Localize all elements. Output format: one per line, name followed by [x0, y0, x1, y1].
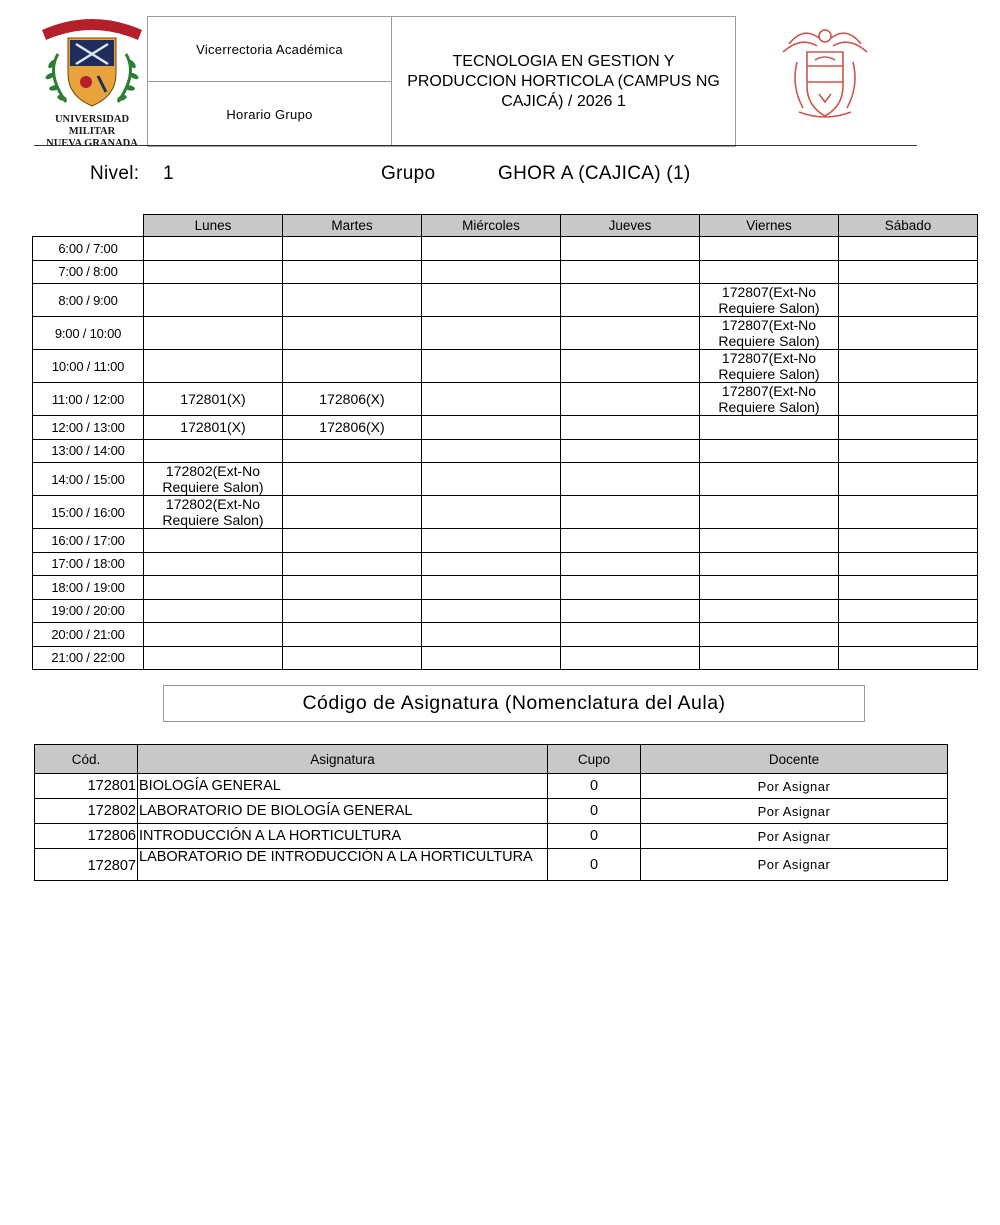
schedule-cell-sabado — [839, 529, 978, 553]
subject-legend-title — [163, 685, 865, 722]
schedule-row — [33, 496, 978, 529]
schedule-row — [33, 599, 978, 623]
schedule-cell-martes — [283, 599, 422, 623]
subject-legend-title-text: Código de Asignatura (Nomenclatura del Aula) — [302, 692, 726, 714]
schedule-cell-martes — [283, 529, 422, 553]
schedule-cell-miercoles — [422, 529, 561, 553]
schedule-cell-jueves — [561, 237, 700, 261]
schedule-cell-martes — [283, 284, 422, 317]
schedule-cell-jueves — [561, 599, 700, 623]
schedule-cell-lunes — [144, 350, 283, 383]
schedule-cell-sabado — [839, 496, 978, 529]
schedule-cell-viernes — [700, 463, 839, 496]
schedule-cell-viernes — [700, 496, 839, 529]
schedule-cell-jueves — [561, 383, 700, 416]
schedule-cell-sabado — [839, 284, 978, 317]
schedule-cell-jueves — [561, 623, 700, 647]
schedule-cell-martes — [283, 350, 422, 383]
schedule-cell-martes — [283, 237, 422, 261]
schedule-cell-lunes — [144, 552, 283, 576]
schedule-cell-lunes — [144, 260, 283, 284]
time-slot-label: 10:00 / 11:00 — [33, 350, 144, 383]
subject-name: LABORATORIO DE INTRODUCCIÓN A LA HORTICULTURA — [138, 849, 548, 881]
subject-row — [35, 849, 948, 881]
schedule-cell-jueves — [561, 529, 700, 553]
schedule-cell-jueves — [561, 576, 700, 600]
national-seal — [779, 22, 871, 122]
time-slot-label: 13:00 / 14:00 — [33, 439, 144, 463]
subject-name: INTRODUCCIÓN A LA HORTICULTURA — [138, 824, 548, 849]
schedule-cell-miercoles — [422, 383, 561, 416]
schedule-cell-sabado — [839, 317, 978, 350]
schedule-cell-viernes — [700, 599, 839, 623]
schedule-cell-martes — [283, 646, 422, 670]
schedule-cell-viernes — [700, 237, 839, 261]
schedule-cell-sabado — [839, 439, 978, 463]
schedule-cell-viernes: 172807(Ext-No Requiere Salon) — [700, 383, 839, 416]
schedule-cell-viernes — [700, 646, 839, 670]
subject-code: 172802 — [35, 799, 138, 824]
schedule-cell-martes: 172806(X) — [283, 416, 422, 440]
schedule-row — [33, 237, 978, 261]
schedule-cell-jueves — [561, 496, 700, 529]
schedule-cell-lunes — [144, 576, 283, 600]
schedule-cell-miercoles — [422, 552, 561, 576]
schedule-cell-miercoles — [422, 463, 561, 496]
group-value: GHOR A (CAJICA) (1) — [498, 163, 691, 184]
day-header-miercoles: Miércoles — [422, 215, 561, 237]
schedule-cell-jueves — [561, 416, 700, 440]
schedule-cell-martes — [283, 260, 422, 284]
schedule-row — [33, 350, 978, 383]
schedule-cell-viernes — [700, 552, 839, 576]
schedule-cell-miercoles — [422, 317, 561, 350]
schedule-row — [33, 646, 978, 670]
schedule-cell-martes — [283, 463, 422, 496]
schedule-cell-martes — [283, 552, 422, 576]
subjects-header-cupo: Cupo — [548, 745, 641, 774]
schedule-cell-lunes — [144, 284, 283, 317]
schedule-cell-sabado — [839, 599, 978, 623]
schedule-cell-miercoles — [422, 416, 561, 440]
program-title: TECNOLOGIA EN GESTION Y PRODUCCION HORTICOLA (CAMPUS NG CAJICÁ) / 2026 1 — [407, 52, 720, 110]
subjects-header-row — [35, 745, 948, 774]
schedule-cell-martes — [283, 623, 422, 647]
subject-docente: Por Asignar — [641, 774, 948, 799]
program-title-cell — [391, 16, 736, 147]
subjects-table — [34, 744, 948, 881]
schedule-corner — [33, 215, 144, 237]
schedule-row — [33, 463, 978, 496]
schedule-cell-viernes: 172807(Ext-No Requiere Salon) — [700, 284, 839, 317]
university-name-line-1: UNIVERSIDAD MILITAR — [54, 114, 130, 137]
report-name: Horario Grupo — [226, 106, 313, 122]
schedule-cell-jueves — [561, 284, 700, 317]
schedule-cell-jueves — [561, 350, 700, 383]
schedule-cell-sabado — [839, 260, 978, 284]
schedule-cell-miercoles — [422, 576, 561, 600]
schedule-cell-sabado — [839, 646, 978, 670]
university-crest-icon — [36, 14, 148, 114]
schedule-cell-viernes — [700, 416, 839, 440]
time-slot-label: 12:00 / 13:00 — [33, 416, 144, 440]
schedule-cell-miercoles — [422, 260, 561, 284]
schedule-cell-lunes — [144, 237, 283, 261]
subject-row — [35, 774, 948, 799]
time-slot-label: 6:00 / 7:00 — [33, 237, 144, 261]
day-header-sabado: Sábado — [839, 215, 978, 237]
schedule-cell-miercoles — [422, 237, 561, 261]
schedule-cell-jueves — [561, 317, 700, 350]
subject-code: 172807 — [35, 849, 138, 881]
subjects-header-docente: Docente — [641, 745, 948, 774]
subject-code: 172806 — [35, 824, 138, 849]
day-header-jueves: Jueves — [561, 215, 700, 237]
coat-of-arms-icon — [779, 22, 871, 122]
schedule-cell-lunes — [144, 439, 283, 463]
schedule-table — [32, 214, 978, 670]
subject-docente: Por Asignar — [641, 849, 948, 881]
day-header-lunes: Lunes — [144, 215, 283, 237]
schedule-cell-viernes — [700, 260, 839, 284]
time-slot-label: 19:00 / 20:00 — [33, 599, 144, 623]
schedule-cell-sabado — [839, 350, 978, 383]
schedule-cell-lunes — [144, 599, 283, 623]
time-slot-label: 14:00 / 15:00 — [33, 463, 144, 496]
schedule-cell-viernes — [700, 623, 839, 647]
time-slot-label: 7:00 / 8:00 — [33, 260, 144, 284]
schedule-row — [33, 623, 978, 647]
schedule-cell-miercoles — [422, 599, 561, 623]
day-header-viernes: Viernes — [700, 215, 839, 237]
schedule-row — [33, 284, 978, 317]
time-slot-label: 21:00 / 22:00 — [33, 646, 144, 670]
subjects-header-name: Asignatura — [138, 745, 548, 774]
report-name-cell — [147, 81, 392, 147]
schedule-cell-viernes: 172807(Ext-No Requiere Salon) — [700, 317, 839, 350]
schedule-cell-miercoles — [422, 623, 561, 647]
schedule-cell-viernes: 172807(Ext-No Requiere Salon) — [700, 350, 839, 383]
schedule-cell-lunes — [144, 529, 283, 553]
schedule-row — [33, 260, 978, 284]
department-cell — [147, 16, 392, 82]
schedule-cell-jueves — [561, 552, 700, 576]
schedule-row — [33, 317, 978, 350]
schedule-row — [33, 529, 978, 553]
time-slot-label: 16:00 / 17:00 — [33, 529, 144, 553]
university-name-line-2: NUEVA GRANADA — [46, 138, 138, 149]
schedule-cell-lunes: 172802(Ext-No Requiere Salon) — [144, 496, 283, 529]
time-slot-label: 8:00 / 9:00 — [33, 284, 144, 317]
schedule-cell-jueves — [561, 260, 700, 284]
schedule-row — [33, 552, 978, 576]
university-logo — [36, 14, 148, 149]
subject-cupo: 0 — [548, 799, 641, 824]
schedule-cell-miercoles — [422, 350, 561, 383]
schedule-cell-miercoles — [422, 496, 561, 529]
schedule-cell-lunes: 172801(X) — [144, 416, 283, 440]
subject-cupo: 0 — [548, 849, 641, 881]
subject-name: BIOLOGÍA GENERAL — [138, 774, 548, 799]
subject-docente: Por Asignar — [641, 824, 948, 849]
time-slot-label: 9:00 / 10:00 — [33, 317, 144, 350]
subject-cupo: 0 — [548, 774, 641, 799]
day-header-martes: Martes — [283, 215, 422, 237]
subject-name: LABORATORIO DE BIOLOGÍA GENERAL — [138, 799, 548, 824]
schedule-cell-jueves — [561, 463, 700, 496]
group-label: Grupo — [381, 163, 436, 184]
level-value: 1 — [163, 163, 174, 184]
schedule-cell-jueves — [561, 646, 700, 670]
time-slot-label: 11:00 / 12:00 — [33, 383, 144, 416]
schedule-cell-martes — [283, 576, 422, 600]
schedule-cell-martes: 172806(X) — [283, 383, 422, 416]
time-slot-label: 15:00 / 16:00 — [33, 496, 144, 529]
schedule-cell-viernes — [700, 529, 839, 553]
schedule-row — [33, 576, 978, 600]
schedule-cell-sabado — [839, 552, 978, 576]
schedule-cell-lunes: 172802(Ext-No Requiere Salon) — [144, 463, 283, 496]
subject-code: 172801 — [35, 774, 138, 799]
schedule-row — [33, 416, 978, 440]
schedule-cell-martes — [283, 496, 422, 529]
subject-docente: Por Asignar — [641, 799, 948, 824]
department-name: Vicerrectoria Académica — [196, 41, 343, 57]
time-slot-label: 18:00 / 19:00 — [33, 576, 144, 600]
schedule-cell-sabado — [839, 237, 978, 261]
subjects-header-code: Cód. — [35, 745, 138, 774]
schedule-cell-miercoles — [422, 646, 561, 670]
level-label: Nivel: — [90, 163, 140, 184]
schedule-cell-sabado — [839, 416, 978, 440]
schedule-cell-martes — [283, 317, 422, 350]
schedule-cell-sabado — [839, 383, 978, 416]
schedule-cell-sabado — [839, 623, 978, 647]
time-slot-label: 17:00 / 18:00 — [33, 552, 144, 576]
schedule-cell-sabado — [839, 576, 978, 600]
schedule-cell-viernes — [700, 576, 839, 600]
schedule-cell-lunes — [144, 317, 283, 350]
subject-row — [35, 824, 948, 849]
schedule-cell-sabado — [839, 463, 978, 496]
time-slot-label: 20:00 / 21:00 — [33, 623, 144, 647]
schedule-cell-lunes: 172801(X) — [144, 383, 283, 416]
schedule-cell-viernes — [700, 439, 839, 463]
schedule-row — [33, 383, 978, 416]
header-divider — [34, 145, 917, 146]
subject-row — [35, 799, 948, 824]
schedule-header-row — [33, 215, 978, 237]
schedule-cell-lunes — [144, 646, 283, 670]
schedule-row — [33, 439, 978, 463]
schedule-body — [33, 237, 978, 670]
schedule-cell-martes — [283, 439, 422, 463]
schedule-cell-jueves — [561, 439, 700, 463]
schedule-cell-miercoles — [422, 439, 561, 463]
schedule-cell-miercoles — [422, 284, 561, 317]
schedule-cell-lunes — [144, 623, 283, 647]
subject-cupo: 0 — [548, 824, 641, 849]
